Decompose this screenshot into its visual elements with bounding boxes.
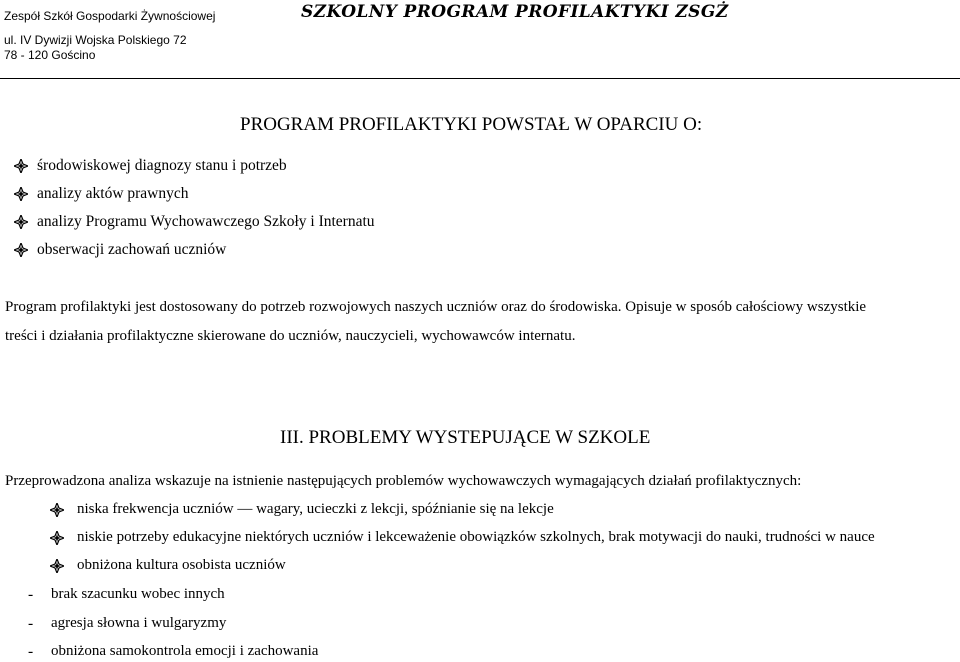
dash-marker: - xyxy=(28,643,34,660)
basis-paragraph-line-2: treści i działania profilaktyczne skierowane do uczniów, nauczycieli, wychowawców internatu. xyxy=(5,328,576,344)
diamond-bullet-icon xyxy=(14,159,28,173)
diamond-bullet-icon xyxy=(50,503,64,517)
diamond-bullet-icon xyxy=(14,215,28,229)
basis-bullet-4: obserwacji zachowań uczniów xyxy=(37,241,227,258)
diamond-bullet-icon xyxy=(14,187,28,201)
basis-bullet-2: analizy aktów prawnych xyxy=(37,185,189,202)
problems-dash-item-1: brak szacunku wobec innych xyxy=(51,586,225,602)
section-heading-problems: III. PROBLEMY WYSTEPUJĄCE W SZKOLE xyxy=(280,427,651,448)
problems-dash-item-2: agresja słowna i wulgaryzmy xyxy=(51,615,227,631)
section-heading-basis: PROGRAM PROFILAKTYKI POWSTAŁ W OPARCIU O: xyxy=(240,114,703,135)
problems-intro: Przeprowadzona analiza wskazuje na istnienie następujących problemów wychowawczych wymagających działań profilaktycznych: xyxy=(5,473,802,489)
basis-bullet-1: środowiskowej diagnozy stanu i potrzeb xyxy=(37,157,287,174)
running-title: SZKOLNY PROGRAM PROFILAKTYKI ZSGŻ xyxy=(301,2,729,22)
basis-paragraph-line-1: Program profilaktyki jest dostosowany do potrzeb rozwojowych naszych uczniów oraz do środowiska. Opisuje w sposób całościowy wszystkie xyxy=(5,299,867,315)
diamond-bullet-icon xyxy=(14,243,28,257)
problems-dash-item-3: obniżona samokontrola emocji i zachowania xyxy=(51,643,319,659)
header-divider xyxy=(0,78,960,79)
dash-marker: - xyxy=(28,586,34,603)
problems-bullet-2: niskie potrzeby edukacyjne niektórych uczniów i lekceważenie obowiązków szkolnych, brak motywacji do nauki, trudności w nauce xyxy=(77,529,875,545)
problems-bullet-1: niska frekwencja uczniów — wagary, ucieczki z lekcji, spóźnianie się na lekcje xyxy=(77,501,554,517)
basis-bullet-3: analizy Programu Wychowawczego Szkoły i Internatu xyxy=(37,213,375,230)
dash-marker: - xyxy=(28,615,34,632)
school-address: ul. IV Dywizji Wojska Polskiego 72 xyxy=(4,33,187,47)
school-postal: 78 - 120 Gościno xyxy=(4,48,96,62)
diamond-bullet-icon xyxy=(50,531,64,545)
problems-bullet-3: obniżona kultura osobista uczniów xyxy=(77,557,286,573)
diamond-bullet-icon xyxy=(50,559,64,573)
school-name: Zespół Szkół Gospodarki Żywnościowej xyxy=(4,9,216,23)
